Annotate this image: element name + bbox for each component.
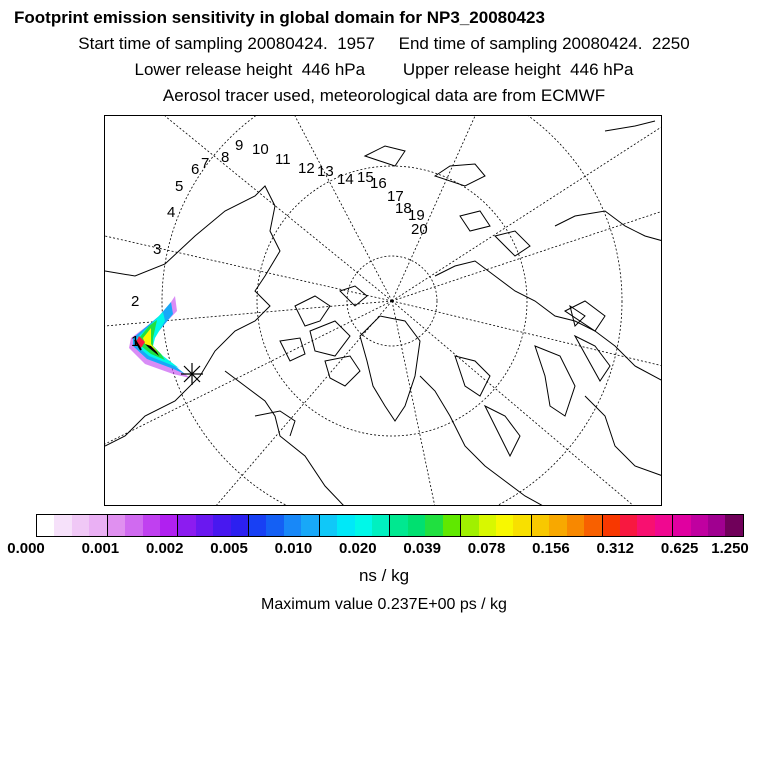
colorbar-tick-label: 0.000 <box>7 540 45 557</box>
trajectory-label: 5 <box>175 178 184 195</box>
colorbar-tick-label: 0.010 <box>274 540 313 557</box>
color-swatch <box>372 515 390 536</box>
color-swatch <box>637 515 654 536</box>
trajectory-label: 9 <box>235 137 244 154</box>
color-swatch <box>479 515 496 536</box>
color-swatch <box>54 515 71 536</box>
color-swatch <box>513 515 531 536</box>
trajectory-label: 15 <box>357 169 374 186</box>
color-swatch <box>655 515 673 536</box>
release-height-line: Lower release height 446 hPa Upper release height 446 hPa <box>134 60 634 79</box>
color-swatch <box>567 515 584 536</box>
color-swatch <box>390 515 407 536</box>
color-swatch <box>231 515 249 536</box>
trajectory-label: 18 <box>395 200 412 217</box>
color-swatch <box>725 515 742 536</box>
color-swatch <box>160 515 178 536</box>
trajectory-label: 17 <box>387 188 404 205</box>
color-swatch <box>143 515 160 536</box>
trajectory-label: 8 <box>221 149 230 166</box>
color-swatch <box>72 515 89 536</box>
color-scale-ticks <box>0 540 768 560</box>
colorbar-tick-label: 0.312 <box>596 540 635 557</box>
trajectory-label: 19 <box>408 207 425 224</box>
color-swatch <box>125 515 142 536</box>
trajectory-label: 1 <box>131 333 140 350</box>
color-swatch <box>249 515 266 536</box>
maximum-value-text: Maximum value 0.237E+00 ps / kg <box>261 596 507 613</box>
trajectory-label: 3 <box>153 241 162 258</box>
receptor-asterisk-icon <box>181 363 203 385</box>
colorbar-tick-label: 0.020 <box>339 540 377 557</box>
trajectory-label: 4 <box>167 204 176 221</box>
color-swatch <box>213 515 230 536</box>
colorbar-tick-label: 0.001 <box>81 540 120 557</box>
trajectory-label: 6 <box>191 161 200 178</box>
color-swatch <box>673 515 690 536</box>
color-swatch <box>196 515 213 536</box>
trajectory-label: 12 <box>298 160 315 177</box>
color-swatch <box>708 515 725 536</box>
trajectory-label: 10 <box>252 141 269 158</box>
trajectory-labels <box>131 137 428 350</box>
color-swatch <box>461 515 478 536</box>
color-swatch <box>355 515 372 536</box>
color-swatch <box>603 515 620 536</box>
tracer-info-line: Aerosol tracer used, meteorological data are from ECMWF <box>162 86 606 105</box>
map-svg <box>105 116 662 506</box>
colorbar-tick-label: 0.156 <box>532 540 570 557</box>
color-swatch <box>620 515 637 536</box>
polar-map <box>104 115 662 506</box>
color-swatch <box>691 515 708 536</box>
color-swatch <box>37 515 54 536</box>
color-swatch <box>337 515 354 536</box>
trajectory-label: 20 <box>411 221 428 238</box>
color-swatch <box>284 515 301 536</box>
color-swatch <box>532 515 549 536</box>
color-swatch <box>584 515 602 536</box>
color-scale-bar <box>36 514 744 537</box>
colorbar-tick-label: 0.039 <box>403 540 441 557</box>
color-swatch <box>496 515 513 536</box>
color-swatch <box>178 515 195 536</box>
color-swatch <box>549 515 566 536</box>
trajectory-label: 14 <box>337 171 354 188</box>
colorbar-tick-label: 0.005 <box>210 540 248 557</box>
trajectory-label: 2 <box>131 293 140 310</box>
color-swatch <box>89 515 107 536</box>
trajectory-label: 13 <box>317 163 334 180</box>
trajectory-label: 11 <box>275 151 291 168</box>
color-swatch <box>320 515 337 536</box>
color-swatch <box>301 515 319 536</box>
colorbar-unit: ns / kg <box>358 566 410 585</box>
sampling-time-line: Start time of sampling 20080424. 1957 End time of sampling 20080424. 2250 <box>78 34 690 53</box>
color-swatch <box>408 515 425 536</box>
color-swatch <box>266 515 283 536</box>
color-swatch <box>108 515 125 536</box>
color-swatch <box>425 515 442 536</box>
trajectory-label: 7 <box>201 155 210 172</box>
colorbar-tick-label: 0.625 <box>660 540 699 557</box>
trajectory-label: 16 <box>370 175 387 192</box>
colorbar-tick-label: 0.002 <box>145 540 184 557</box>
plot-title: Footprint emission sensitivity in global domain for NP3_20080423 <box>14 8 545 27</box>
color-swatch <box>443 515 461 536</box>
colorbar-tick-label: 1.250 <box>711 540 749 557</box>
colorbar-tick-label: 0.078 <box>467 540 506 557</box>
